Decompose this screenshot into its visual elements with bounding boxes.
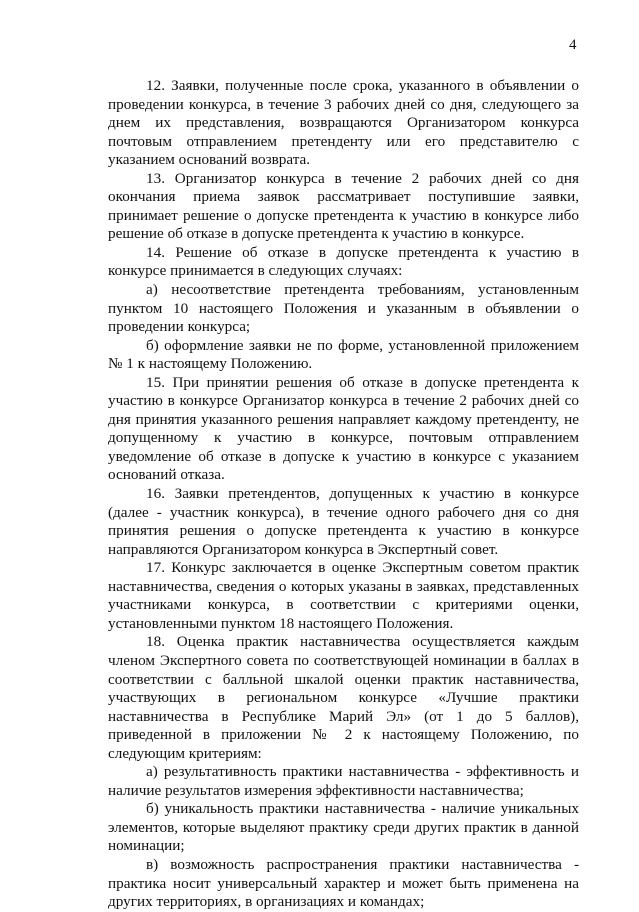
document-body: [108, 77, 579, 912]
paragraph-item-18: 18. Оценка практик наставничества осуществляется каждым членом Экспертного совета по соответствующей номинации в баллах в соответствии с балльной шкалой оценки практик наставничества, участвующих в региональном конкурсе «Лучшие практики наставничества в Республике Марий Эл» (от 1 до 5 баллов), приведенной в приложении № 2 к настоящему Положению, по следующим критериям:: [108, 633, 579, 762]
page-number: 4: [569, 37, 577, 53]
paragraph-item-18c: в) возможность распространения практики наставничества - практика носит универсальный характер и может быть применена на других территориях, в организациях и командах;: [108, 855, 579, 911]
paragraph-item-13: 13. Организатор конкурса в течение 2 рабочих дней со дня окончания приема заявок рассматривает поступившие заявки, принимает решение о допуске претендента к участию в конкурсе либо решение об отказе в допуске претендента к участию в конкурсе.: [108, 169, 579, 243]
paragraph-item-12: 12. Заявки, полученные после срока, указанного в объявлении о проведении конкурса, в течение 3 рабочих дней со дня, следующего за днем их представления, возвращаются Организатором конкурса почтовым отправлением претенденту или его представителю с указанием оснований возврата.: [108, 77, 579, 169]
paragraph-item-17: 17. Конкурс заключается в оценке Экспертным советом практик наставничества, сведения о которых указаны в заявках, представленных участниками конкурса, в соответствии с критериями оценки, установленными пунктом 18 настоящего Положения.: [108, 559, 579, 632]
paragraph-item-14b: б) оформление заявки не по форме, установленной приложением № 1 к настоящему Положению.: [108, 336, 579, 373]
paragraph-item-18b: б) уникальность практики наставничества - наличие уникальных элементов, которые выделяют практику среди других практик в данной номинации;: [108, 800, 579, 855]
paragraph-item-18a: а) результативность практики наставничества - эффективность и наличие результатов измерения эффективности наставничества;: [108, 763, 579, 799]
paragraph-item-14: 14. Решение об отказе в допуске претендента к участию в конкурсе принимается в следующих случаях:: [108, 243, 579, 280]
paragraph-item-14a: а) несоответствие претендента требованиям, установленным пунктом 10 настоящего Положения и указанным в объявлении о проведении конкурса;: [108, 281, 579, 336]
paragraph-item-16: 16. Заявки претендентов, допущенных к участию в конкурсе (далее - участник конкурса), в течение одного рабочего дня со дня принятия решения о допуске претендента к участию в конкурсе направляются Организатором конкурса в Экспертный совет.: [108, 485, 579, 558]
paragraph-item-15: 15. При принятии решения об отказе в допуске претендента к участию в конкурсе Организатор конкурса в течение 2 рабочих дней со дня принятия указанного решения направляет каждому претенденту, не допущенному к участию в конкурсе, почтовым отправлением уведомление об отказе в допуске к участию в конкурсе с указанием оснований отказа.: [108, 373, 579, 484]
